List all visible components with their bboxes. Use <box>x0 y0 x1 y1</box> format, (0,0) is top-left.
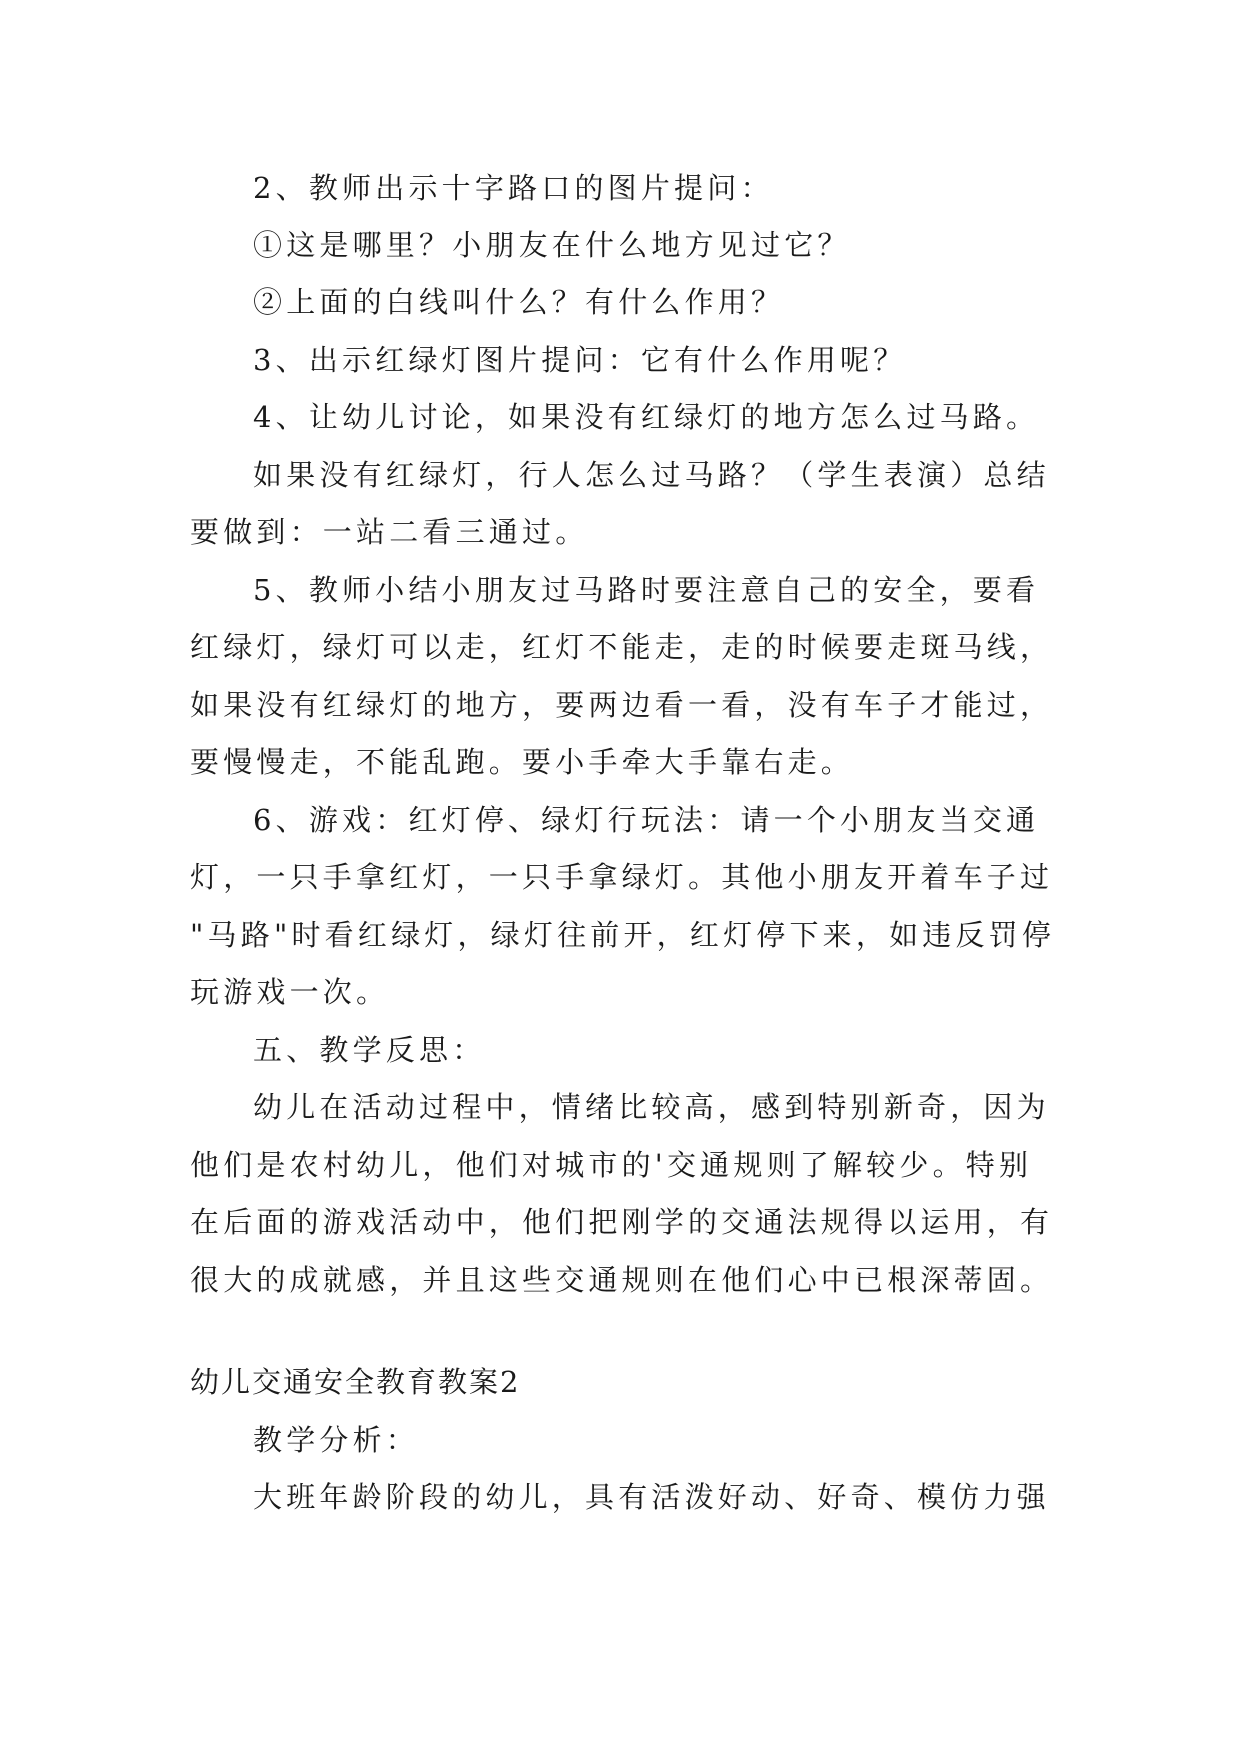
paragraph-line: 如果没有红绿灯，行人怎么过马路？（学生表演）总结 <box>253 458 1050 492</box>
paragraph-line: 4、让幼儿讨论，如果没有红绿灯的地方怎么过马路。 <box>253 400 1040 434</box>
paragraph-line: 红绿灯，绿灯可以走，红灯不能走，走的时候要走斑马线， <box>190 630 1054 664</box>
paragraph-line: 大班年龄阶段的幼儿，具有活泼好动、好奇、模仿力强 <box>253 1480 1050 1514</box>
section-heading: 五、教学反思： <box>253 1033 486 1067</box>
paragraph-line: 在后面的游戏活动中，他们把刚学的交通法规得以运用，有 <box>190 1205 1054 1239</box>
paragraph-line: 要慢慢走，不能乱跑。要小手牵大手靠右走。 <box>190 745 855 779</box>
paragraph-line: 幼儿在活动过程中，情绪比较高，感到特别新奇，因为 <box>253 1090 1050 1124</box>
paragraph-line: ②上面的白线叫什么？有什么作用？ <box>253 285 785 319</box>
paragraph-line: 玩游戏一次。 <box>190 975 390 1009</box>
paragraph-line: 要做到：一站二看三通过。 <box>190 515 589 549</box>
paragraph-line: 他们是农村幼儿，他们对城市的'交通规则了解较少。特别 <box>190 1148 1033 1182</box>
paragraph-line: ①这是哪里？小朋友在什么地方见过它？ <box>253 228 851 262</box>
paragraph-line: 5、教师小结小朋友过马路时要注意自己的安全，要看 <box>253 573 1040 607</box>
document-title: 幼儿交通安全教育教案2 <box>190 1365 521 1399</box>
paragraph-line: 如果没有红绿灯的地方，要两边看一看，没有车子才能过， <box>190 688 1054 722</box>
paragraph-line: 6、游戏：红灯停、绿灯行玩法：请一个小朋友当交通 <box>253 803 1040 837</box>
section-heading: 教学分析： <box>253 1423 420 1457</box>
paragraph-line: 灯，一只手拿红灯，一只手拿绿灯。其他小朋友开着车子过 <box>190 860 1054 894</box>
paragraph-line: "马路"时看红绿灯，绿灯往前开，红灯停下来，如违反罚停 <box>190 918 1056 952</box>
paragraph-line: 2、教师出示十字路口的图片提问： <box>253 171 774 205</box>
paragraph-line: 很大的成就感，并且这些交通规则在他们心中已根深蒂固。 <box>190 1263 1054 1297</box>
paragraph-line: 3、出示红绿灯图片提问：它有什么作用呢？ <box>253 343 907 377</box>
